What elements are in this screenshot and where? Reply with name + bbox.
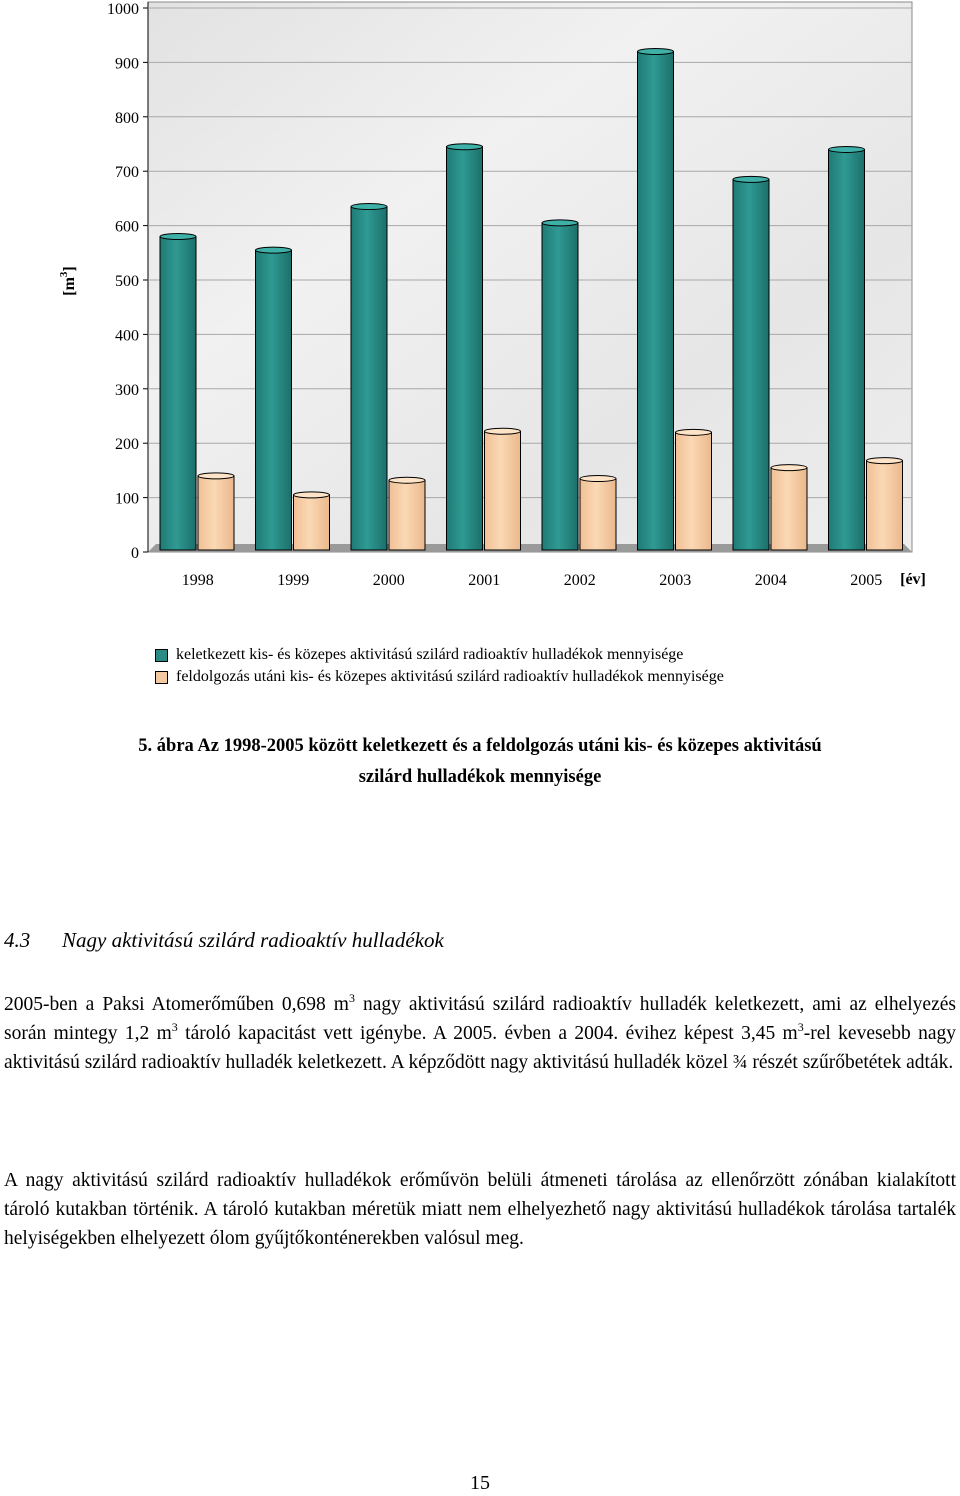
paragraph-text: tároló kapacitást vett igénybe. A 2005. évben a 2004. évihez képest 3,45 m	[177, 1023, 798, 1044]
bar-top	[294, 492, 330, 498]
bar-top	[829, 146, 865, 152]
paragraph-text: A nagy aktivitású szilárd radioaktív hulladékok erőművön belüli átmeneti tárolása az ellenőrzött zónában kialakított tároló kutakban történik. A tároló kutakban méretük miatt nem elhelyezhető nagy aktivitású hulladékok tárolása tartalék helyiségekben elhelyezett ólom gyűjtőkonténerekben valósul meg.	[4, 1170, 956, 1249]
paragraph	[4, 1166, 956, 1253]
x-tick-label: 2003	[659, 572, 692, 589]
y-tick-label: 200	[115, 436, 139, 454]
legend-label: feldolgozás utáni kis- és közepes aktivitású szilárd radioaktív hulladékok mennyisége	[176, 668, 724, 685]
bar-generated	[542, 223, 578, 550]
y-tick-label: 400	[115, 327, 139, 345]
bar-top	[638, 49, 674, 55]
y-tick-label: 100	[115, 490, 139, 508]
bar-processed	[771, 468, 807, 550]
bar-generated	[160, 236, 196, 550]
section-number: 4.3	[4, 928, 31, 952]
y-tick-label: 1000	[107, 1, 139, 18]
section-heading	[4, 928, 444, 953]
y-tick-label: 900	[115, 55, 139, 73]
x-tick-label: 2004	[754, 572, 787, 589]
y-tick-label: 500	[115, 273, 139, 290]
legend-item	[155, 644, 724, 666]
x-tick-label: 2001	[468, 572, 501, 589]
bar-top	[447, 144, 483, 150]
x-tick-label: 2000	[372, 572, 405, 589]
legend-label: keletkezett kis- és közepes aktivitású szilárd radioaktív hulladékok mennyisége	[176, 646, 684, 663]
y-axis-ticks	[107, 1, 148, 562]
bar-processed	[867, 461, 903, 550]
x-tick-label: 2002	[563, 572, 596, 589]
bar-processed	[485, 431, 521, 550]
page-number: 15	[470, 1472, 490, 1494]
bar-top	[867, 458, 903, 464]
bar-top	[771, 465, 807, 471]
bar-processed	[580, 479, 616, 550]
chart-legend	[155, 644, 724, 688]
paragraph-text: -rel kevesebb nagy aktivitású szilárd radioaktív hulladék keletkezett. A képződött nagy aktivitású hulladék közel ¾ részét szűrőbetétek adták.	[4, 1023, 956, 1073]
paragraph	[4, 990, 956, 1077]
bar-processed	[198, 476, 234, 550]
legend-swatch-generated	[155, 649, 168, 662]
bar-top	[160, 233, 196, 239]
y-tick-label: 0	[131, 545, 139, 562]
figure-caption	[0, 731, 960, 793]
bar-generated	[351, 207, 387, 550]
bar-top	[542, 220, 578, 226]
bar-generated	[638, 52, 674, 550]
paragraph-text: 2005-ben a Paksi Atomerőműben 0,698 m	[4, 994, 349, 1015]
x-axis-ticks	[182, 572, 883, 589]
bar-processed	[389, 480, 425, 550]
bar-top	[676, 429, 712, 435]
section-title: Nagy aktivitású szilárd radioaktív hulladékok	[62, 928, 444, 952]
bar-generated	[447, 147, 483, 550]
x-tick-label: 1999	[277, 572, 310, 589]
y-tick-label: 800	[115, 109, 139, 127]
x-tick-label: 2005	[850, 572, 883, 589]
y-axis-label: $[m^3]$	[58, 266, 78, 296]
superscript: 3	[797, 1020, 804, 1034]
bar-top	[733, 176, 769, 182]
bar-top	[256, 247, 292, 253]
bar-top	[351, 204, 387, 210]
caption-line: 5. ábra Az 1998-2005 között keletkezett és a feldolgozás utáni kis- és közepes aktivitású	[138, 736, 822, 756]
x-axis-label: [év]	[900, 571, 926, 588]
caption-line: szilárd hulladékok mennyisége	[358, 767, 602, 787]
legend-swatch-processed	[155, 671, 168, 684]
paragraph-text: nagy aktivitású szilárd radioaktív hulladék keletkezett, ami az elhelyezés során mintegy 1,2 m	[4, 994, 956, 1044]
superscript: 3	[171, 1020, 178, 1034]
y-tick-label: 300	[115, 381, 139, 399]
y-tick-label: 600	[115, 218, 139, 236]
bar-generated	[256, 250, 292, 550]
bar-generated	[829, 149, 865, 550]
bar-processed	[676, 432, 712, 550]
superscript: 3	[348, 991, 355, 1005]
y-tick-label: 700	[115, 164, 139, 182]
x-tick-label: 1998	[181, 572, 214, 589]
bar-top	[198, 473, 234, 479]
bar-processed	[294, 495, 330, 550]
bar-chart	[0, 0, 960, 610]
bar-top	[389, 477, 425, 483]
bar-top	[580, 476, 616, 482]
bar-top	[485, 428, 521, 434]
bar-generated	[733, 179, 769, 550]
legend-item	[155, 666, 724, 688]
